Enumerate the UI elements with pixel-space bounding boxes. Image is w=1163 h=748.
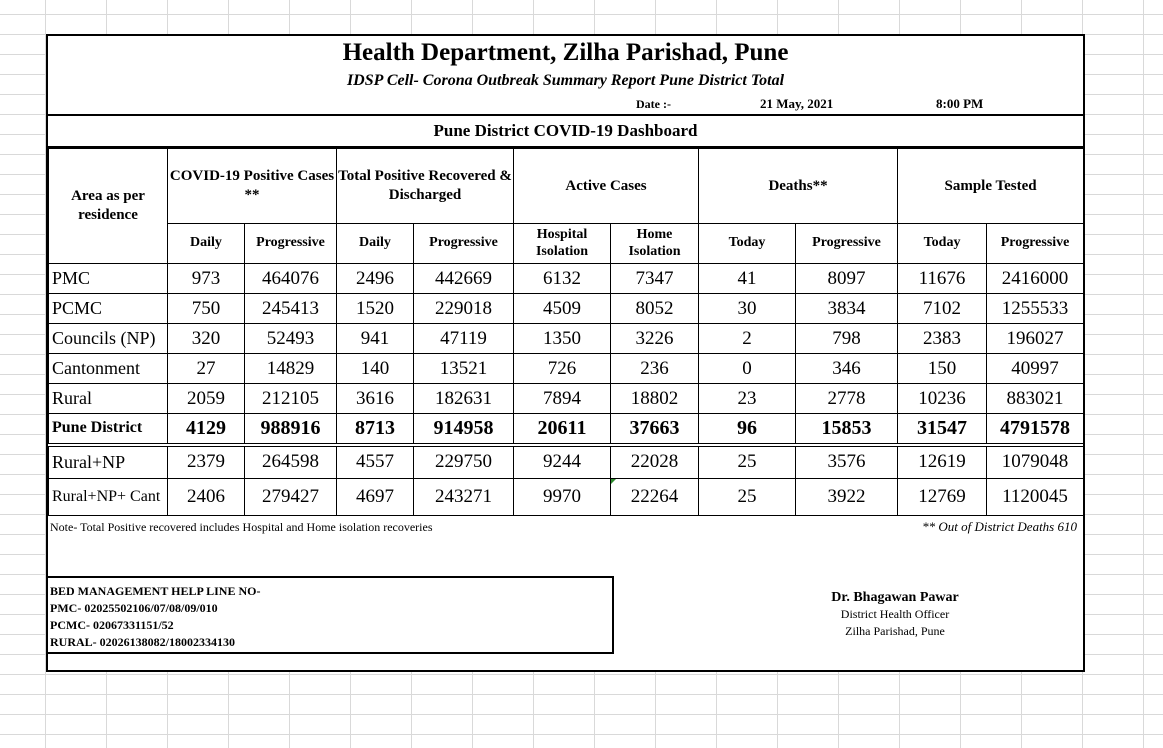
report-time: 8:00 PM <box>936 96 984 111</box>
report-title: Health Department, Zilha Parishad, Pune <box>342 39 789 66</box>
value-cell: 14829 <box>245 354 337 384</box>
area-name-cell: PMC <box>49 264 168 294</box>
officer-name: Dr. Bhagawan Pawar <box>831 590 959 605</box>
date-label: Date :- <box>636 97 671 111</box>
value-cell: 2379 <box>168 445 245 479</box>
value-cell: 0 <box>699 354 796 384</box>
helpline-rural: RURAL- 02026138082/18002334130 <box>50 635 235 649</box>
value-cell: 23 <box>699 384 796 414</box>
value-cell: 346 <box>796 354 898 384</box>
value-cell: 726 <box>514 354 611 384</box>
covid-summary-table <box>48 148 1084 516</box>
area-name-cell: Rural <box>49 384 168 414</box>
report-subtitle: IDSP Cell- Corona Outbreak Summary Report Pune District Total <box>346 72 785 89</box>
value-cell: 25 <box>699 445 796 479</box>
table-row <box>49 384 1084 414</box>
area-name-cell: PCMC <box>49 294 168 324</box>
value-cell: 750 <box>168 294 245 324</box>
value-cell: 96 <box>699 414 796 445</box>
report-date: 21 May, 2021 <box>760 96 834 111</box>
recovery-note: Note- Total Positive recovered includes Hospital and Home isolation recoveries <box>50 520 433 534</box>
value-cell: 2778 <box>796 384 898 414</box>
value-cell: 22028 <box>611 445 699 479</box>
helpline-pcmc: PCMC- 02067331151/52 <box>50 618 174 632</box>
value-cell: 8713 <box>337 414 414 445</box>
summary-report <box>46 34 1085 672</box>
value-cell: 4791578 <box>987 414 1084 445</box>
area-name-cell: Rural+NP+ Cant <box>49 479 168 516</box>
value-cell: 973 <box>168 264 245 294</box>
table-row <box>49 479 1084 516</box>
value-cell: 320 <box>168 324 245 354</box>
value-cell: 31547 <box>898 414 987 445</box>
table-row <box>49 445 1084 479</box>
header-area: Area as per residence <box>49 149 168 264</box>
value-cell: 6132 <box>514 264 611 294</box>
subheader-cell: Progressive <box>796 224 898 264</box>
value-cell: 7347 <box>611 264 699 294</box>
value-cell: 12619 <box>898 445 987 479</box>
value-cell: 212105 <box>245 384 337 414</box>
value-cell: 182631 <box>414 384 514 414</box>
table-row <box>49 324 1084 354</box>
area-name-cell: Councils (NP) <box>49 324 168 354</box>
subheader-cell: Daily <box>337 224 414 264</box>
header-deaths: Deaths** <box>699 149 898 224</box>
value-cell: 1520 <box>337 294 414 324</box>
header-sample-tested: Sample Tested <box>898 149 1084 224</box>
value-cell: 40997 <box>987 354 1084 384</box>
subheader-cell: Progressive <box>987 224 1084 264</box>
value-cell: 7102 <box>898 294 987 324</box>
value-cell: 11676 <box>898 264 987 294</box>
value-cell: 10236 <box>898 384 987 414</box>
subheader-cell: Daily <box>168 224 245 264</box>
table-body <box>49 264 1084 516</box>
value-cell: 9244 <box>514 445 611 479</box>
value-cell: 264598 <box>245 445 337 479</box>
value-cell: 27 <box>168 354 245 384</box>
value-cell: 8097 <box>796 264 898 294</box>
officer-office: Zilha Parishad, Pune <box>845 624 945 638</box>
area-name-cell: Cantonment <box>49 354 168 384</box>
table-row <box>49 294 1084 324</box>
value-cell: 1255533 <box>987 294 1084 324</box>
value-cell: 3616 <box>337 384 414 414</box>
table-row <box>49 264 1084 294</box>
value-cell: 37663 <box>611 414 699 445</box>
value-cell: 2416000 <box>987 264 1084 294</box>
value-cell: 236 <box>611 354 699 384</box>
value-cell: 243271 <box>414 479 514 516</box>
subheader-cell: Today <box>699 224 796 264</box>
subheader-cell: Home Isolation <box>611 224 699 264</box>
subheader-cell: Hospital Isolation <box>514 224 611 264</box>
value-cell: 41 <box>699 264 796 294</box>
value-cell: 798 <box>796 324 898 354</box>
value-cell: 196027 <box>987 324 1084 354</box>
value-cell: 1079048 <box>987 445 1084 479</box>
value-cell: 442669 <box>414 264 514 294</box>
helpline-pmc: PMC- 02025502106/07/08/09/010 <box>50 601 218 615</box>
officer-signature-block <box>790 589 1000 640</box>
value-cell: 30 <box>699 294 796 324</box>
area-name-cell: Pune District <box>49 414 168 445</box>
value-cell: 2383 <box>898 324 987 354</box>
value-cell: 3576 <box>796 445 898 479</box>
value-cell: 914958 <box>414 414 514 445</box>
area-name-cell: Rural+NP <box>49 445 168 479</box>
value-cell: 4129 <box>168 414 245 445</box>
value-cell: 3834 <box>796 294 898 324</box>
value-cell: 15853 <box>796 414 898 445</box>
value-cell: 1350 <box>514 324 611 354</box>
value-cell: 7894 <box>514 384 611 414</box>
subheader-cell: Progressive <box>414 224 514 264</box>
value-cell: 8052 <box>611 294 699 324</box>
subheader-cell: Progressive <box>245 224 337 264</box>
value-cell: 245413 <box>245 294 337 324</box>
header-active-cases: Active Cases <box>514 149 699 224</box>
value-cell: 4557 <box>337 445 414 479</box>
value-cell: 140 <box>337 354 414 384</box>
value-cell: 229750 <box>414 445 514 479</box>
out-of-district-deaths-note: ** Out of District Deaths 610 <box>922 519 1077 534</box>
value-cell: 20611 <box>514 414 611 445</box>
value-cell: 2406 <box>168 479 245 516</box>
value-cell: 13521 <box>414 354 514 384</box>
value-cell: 2059 <box>168 384 245 414</box>
report-header <box>48 36 1083 116</box>
value-cell: 2 <box>699 324 796 354</box>
value-cell: 4697 <box>337 479 414 516</box>
helpline-title: BED MANAGEMENT HELP LINE NO- <box>50 584 261 598</box>
value-cell: 3922 <box>796 479 898 516</box>
value-cell: 52493 <box>245 324 337 354</box>
table-row <box>49 354 1084 384</box>
value-cell: 464076 <box>245 264 337 294</box>
value-cell: 1120045 <box>987 479 1084 516</box>
value-cell: 941 <box>337 324 414 354</box>
bed-helpline-box <box>48 576 614 654</box>
dashboard-title: Pune District COVID-19 Dashboard <box>48 114 1083 148</box>
value-cell: 229018 <box>414 294 514 324</box>
officer-designation: District Health Officer <box>840 607 950 621</box>
value-cell: 22264 <box>611 479 699 516</box>
subheader-cell: Today <box>898 224 987 264</box>
value-cell: 25 <box>699 479 796 516</box>
header-recovered: Total Positive Recovered & Discharged <box>337 149 514 224</box>
value-cell: 47119 <box>414 324 514 354</box>
value-cell: 4509 <box>514 294 611 324</box>
value-cell: 3226 <box>611 324 699 354</box>
value-cell: 150 <box>898 354 987 384</box>
value-cell: 279427 <box>245 479 337 516</box>
total-row <box>49 414 1084 445</box>
header-positive-cases: COVID-19 Positive Cases ** <box>168 149 337 224</box>
value-cell: 988916 <box>245 414 337 445</box>
value-cell: 9970 <box>514 479 611 516</box>
value-cell: 12769 <box>898 479 987 516</box>
value-cell: 18802 <box>611 384 699 414</box>
value-cell: 883021 <box>987 384 1084 414</box>
value-cell: 2496 <box>337 264 414 294</box>
